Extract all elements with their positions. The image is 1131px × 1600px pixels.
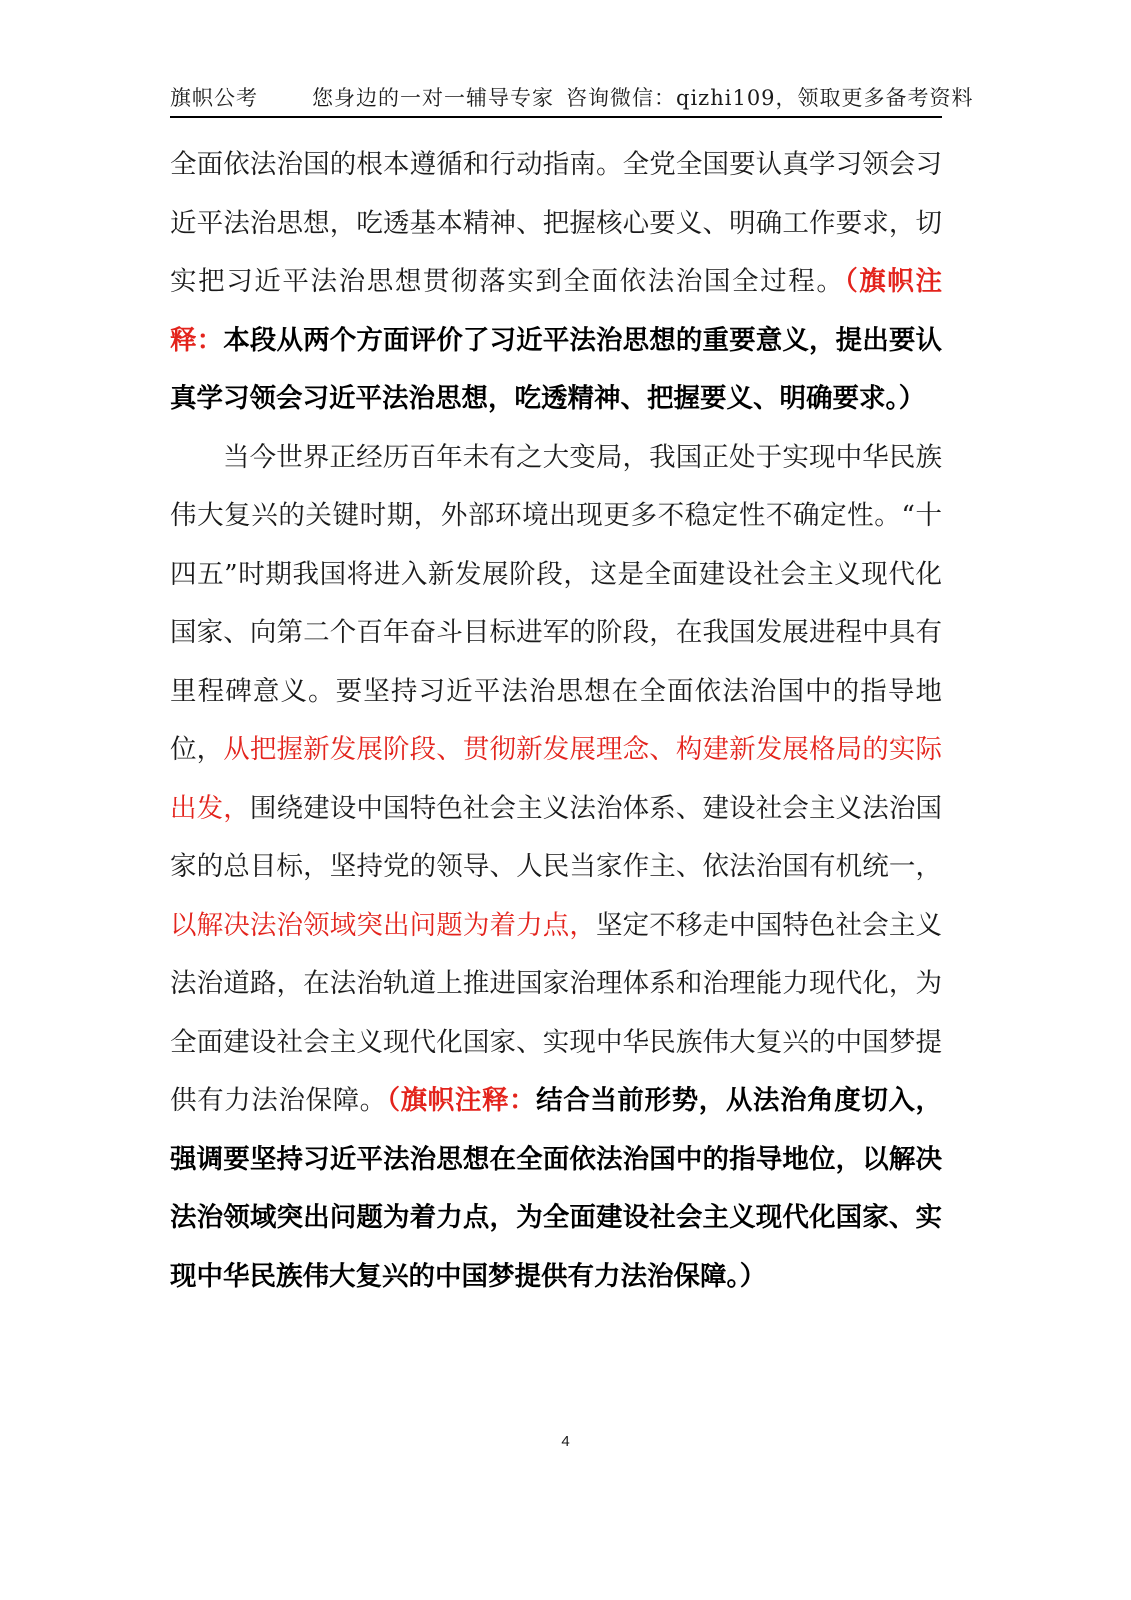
- header-slogan: 您身边的一对一辅导专家: [312, 86, 554, 110]
- paragraph-1: [170, 136, 942, 429]
- highlight-2: 以解决法治领域突出问题为着力点，: [170, 909, 596, 941]
- annotation-label: （旗帜注释：: [386, 1085, 537, 1116]
- paragraph-2-text-1: 当今世界正经历百年未有之大变局，我国正处于实现中华民族伟大复兴的关键时期，外部环境出现更多不稳定性不确定性。“十四五”时期我国将进入新发展阶段，这是全面建设社会主义现代化国家、向第二个百年奋斗目标进军的阶段，在我国发展进程中具有里程碑意义。要坚持习近平法治思想在全面依法治国中的指导地位，: [170, 441, 942, 765]
- annotation-text: 本段从两个方面评价了习近平法治思想的重要意义，提出要认真学习领会习近平法治思想，吃透精神、把握要义、明确要求。）: [170, 324, 942, 414]
- paragraph-2-text-2: 围绕建设中国特色社会主义法治体系、建设社会主义法治国家的总目标，坚持党的领导、人民当家作主、依法治国有机统一，: [170, 792, 942, 882]
- annotation-label: （旗帜注释：: [170, 266, 943, 356]
- paragraph-2: [170, 429, 942, 1307]
- page-header: [170, 82, 974, 118]
- header-contact: 咨询微信：qizhi109，领取更多备考资料: [566, 86, 974, 110]
- highlight-1: 从把握新发展阶段、贯彻新发展理念、构建新发展格局的实际出发，: [170, 734, 942, 824]
- header-brand: 旗帜公考: [170, 86, 258, 110]
- paragraph-1-text: 全面依法治国的根本遵循和行动指南。全党全国要认真学习领会习近平法治思想，吃透基本精神、把握核心要义、明确工作要求，切实把习近平法治思想贯彻落实到全面依法治国全过程。: [170, 149, 942, 297]
- annotation-text: 结合当前形势，从法治角度切入，强调要坚持习近平法治思想在全面依法治国中的指导地位，以解决法治领域突出问题为着力点，为全面建设社会主义现代化国家、实现中华民族伟大复兴的中国梦提供有力法治保障。）: [170, 1085, 943, 1292]
- paragraph-2-text-3: 坚定不移走中国特色社会主义法治道路，在法治轨道上推进国家治理体系和治理能力现代化，为全面建设社会主义现代化国家、实现中华民族伟大复兴的中国梦提供有力法治保障。: [170, 909, 942, 1116]
- document-body: [170, 136, 942, 1306]
- page-number: 4: [561, 1433, 570, 1450]
